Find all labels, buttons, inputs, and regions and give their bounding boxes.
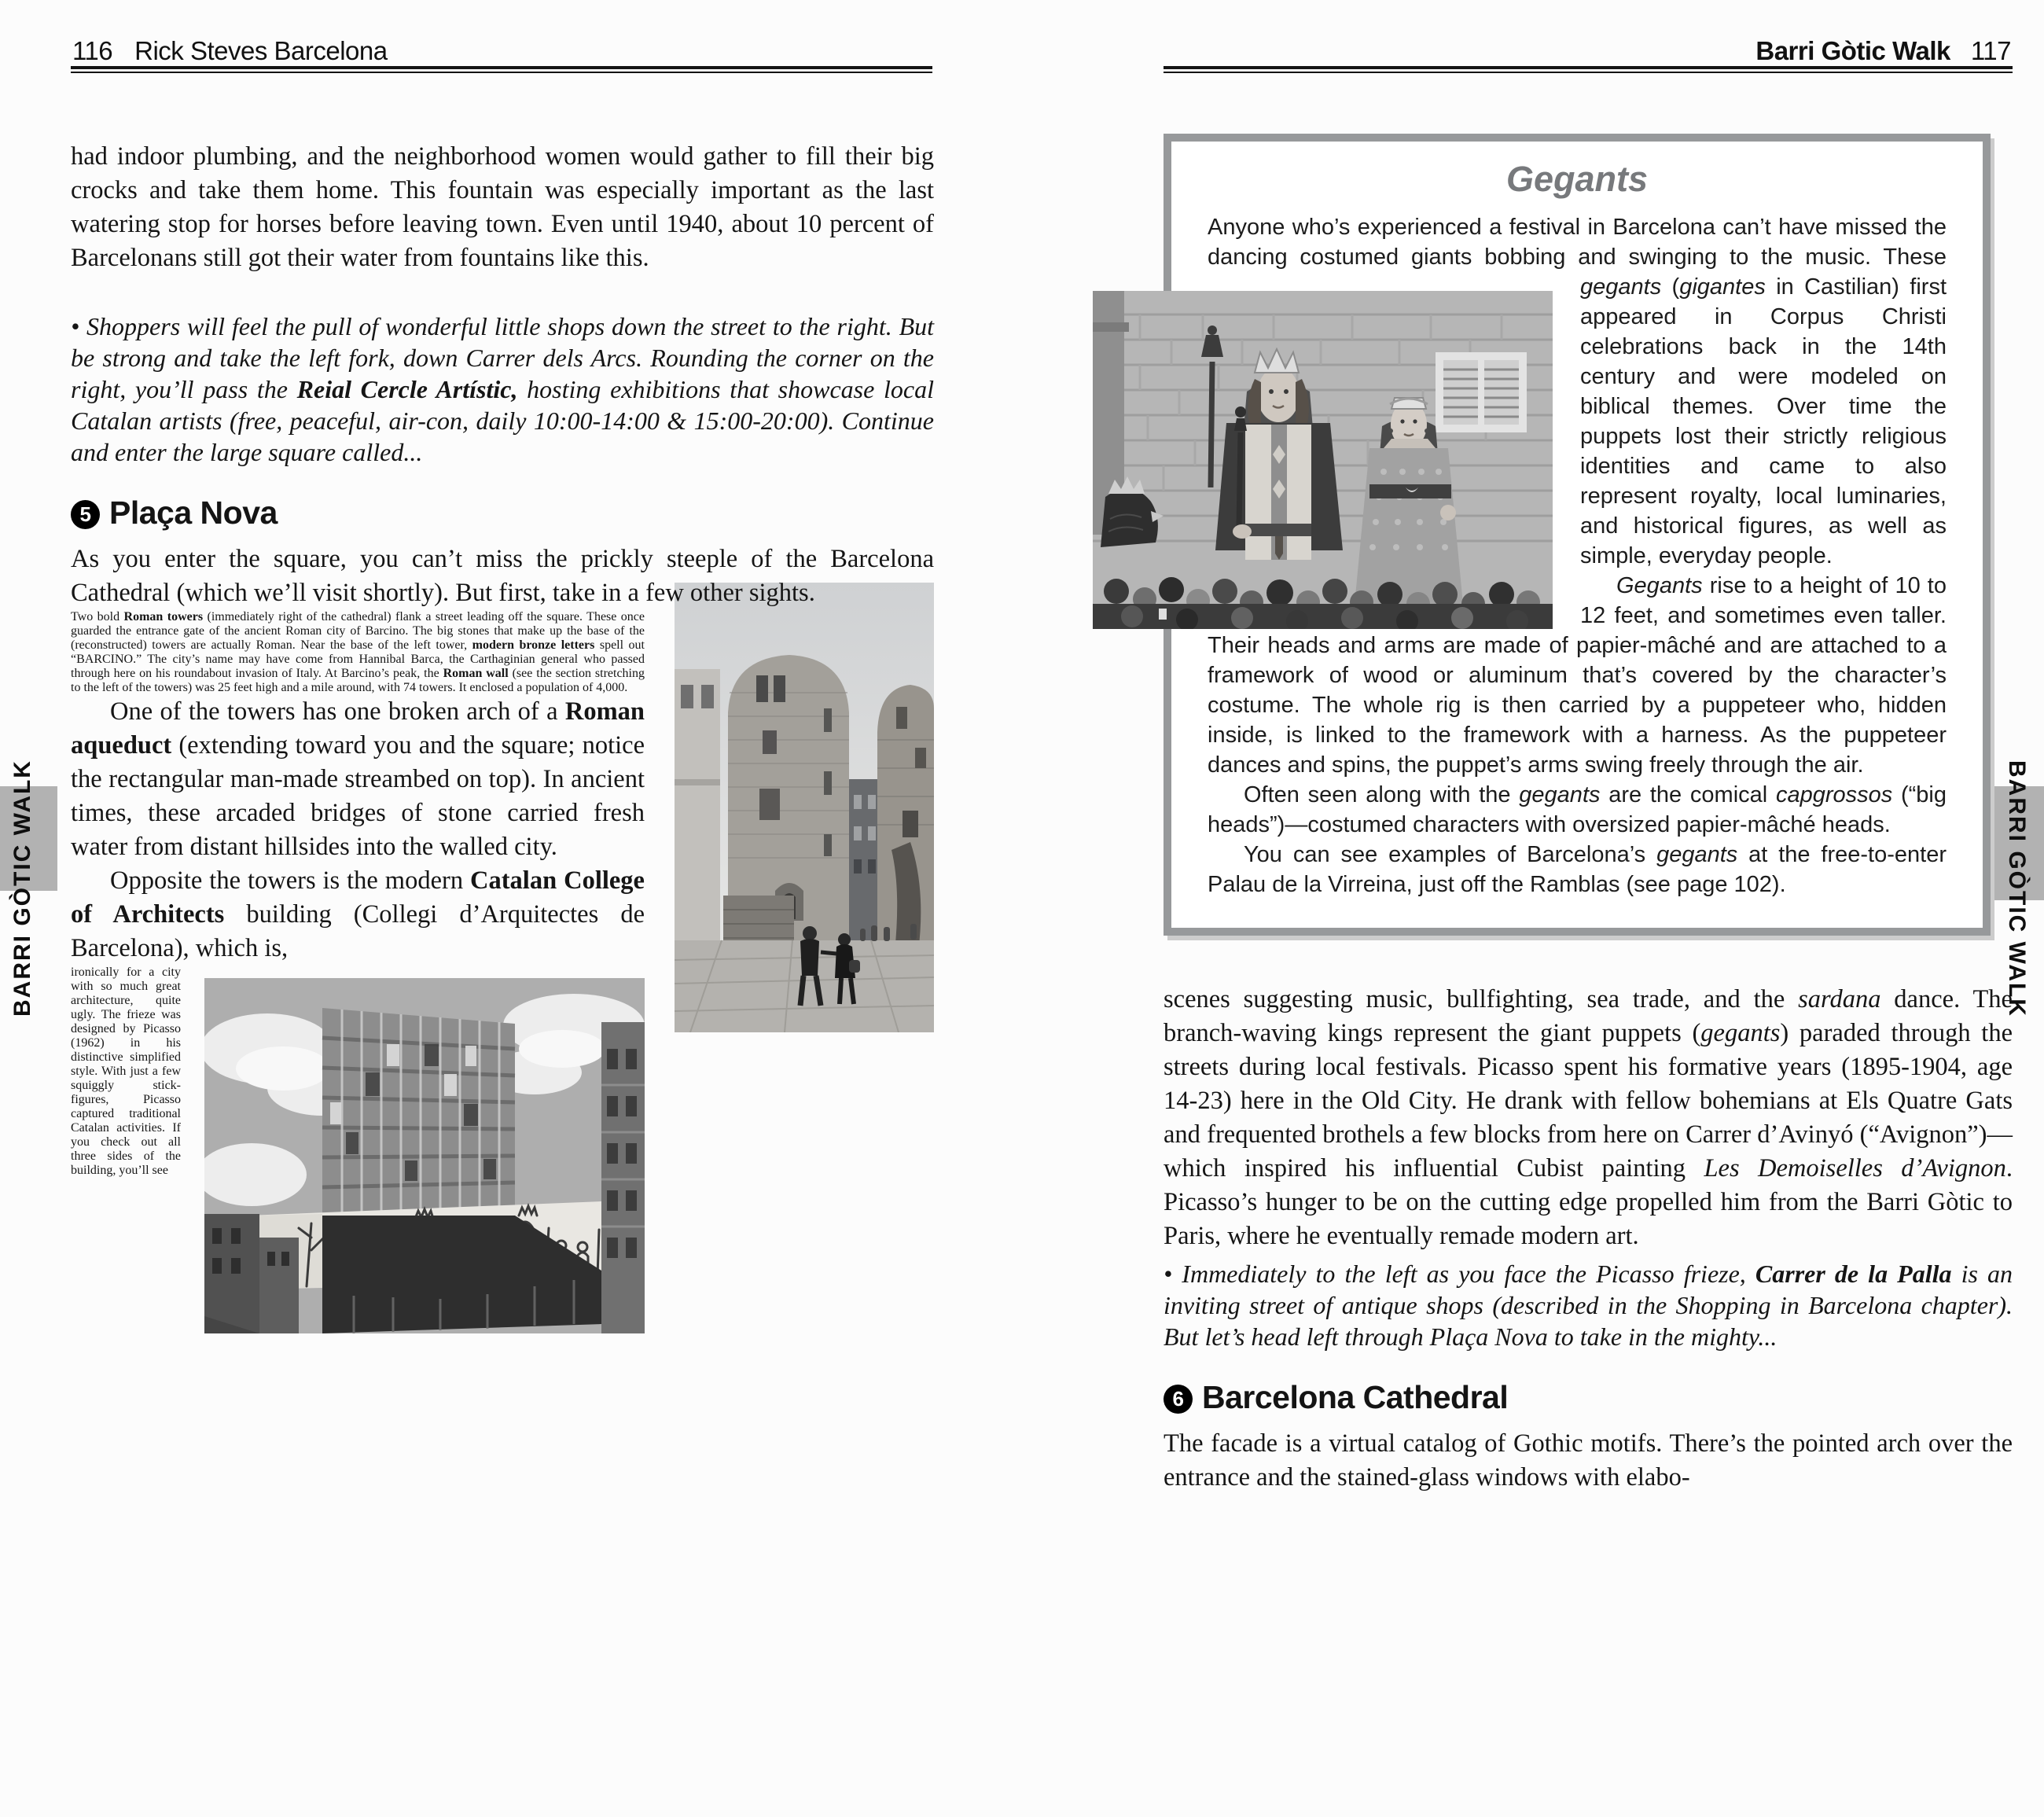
sidebar-paragraph: [1208, 780, 1947, 840]
text-segment: is an inviting street of antique shops (described in the Shopping in Barcelona chapter). But let’s head left through Plaça Nova to take in the mighty...: [1164, 1260, 2013, 1351]
section-heading-placa-nova: [71, 495, 934, 531]
text-segment: Anyone who’s experienced a festival in Barcelona can’t have missed the dancing costumed giants bobbing and swinging to: [1208, 215, 1947, 270]
chapter-title: Barri Gòtic Walk: [1755, 36, 1950, 65]
text-segment: spell out “BARCINO.” The city’s name may have come from Hannibal Barca, the Carthaginian general who passed through here on his roundabout invasion of Italy. At Barcino’s peak, the: [71, 638, 645, 680]
numbered-stop-badge: 6: [1164, 1385, 1193, 1414]
text-segment: Catalan College of Architects: [71, 866, 645, 929]
text-segment: had indoor plumbing, and the neighborhood women would gather to fill their big crocks and take them home. This fountain was especially important as the last watering stop for horses before leaving town. Even until 1940, about 10 percent of Barcelonans still got their water from fountains like this.: [71, 142, 934, 272]
page-number-left: 116: [72, 36, 113, 65]
text-segment: in Castilian) first appeared in Corpus Christi celebrations back in the 14th century and were modeled on biblical themes. Over time the puppets lost their strictly religious identities and came to also represent royalty, local luminaries, and historical figures, as well as simple, everyday people.: [1580, 274, 1947, 568]
text-segment: sardana: [1798, 985, 1881, 1013]
paragraph-text: [71, 312, 934, 466]
text-segment: (immediately right of the cathedral) flank a street leading off the square. These once guarded the entrance gate of the ancient Roman city of Barcino. The big stones that make up the base of the (reconstructed) towers are actually Roman. Near the base of the left tower,: [71, 610, 645, 652]
text-segment: Roman aqueduct: [71, 697, 645, 760]
text-segment: (“big heads”)—costumed characters with oversized papier-mâché heads.: [1208, 782, 1947, 837]
text-segment: Opposite the towers is the modern: [110, 866, 471, 895]
photo-gegants-parade: [1093, 291, 1553, 629]
text-segment: Often seen along with the: [1244, 782, 1520, 807]
text-segment: capgrossos: [1775, 782, 1893, 807]
text-segment: One of the towers has one broken arch of a: [110, 697, 565, 726]
text-segment: •: [71, 312, 87, 340]
section-heading-label: Barcelona Cathedral: [1202, 1379, 1509, 1415]
text-segment: dance. The branch-waving kings represent the giant puppets (: [1164, 985, 2013, 1047]
paragraph-text: [1164, 1429, 2013, 1491]
paragraph-text: [71, 545, 934, 607]
text-segment: at the free-to-enter Palau de la Virreina, just off the Ramblas (see page 102).: [1208, 842, 1947, 897]
text-segment: gegants: [1656, 842, 1738, 867]
tab-label-left: BARRI GÒTIC WALK: [9, 760, 35, 1017]
text-segment: Roman towers: [123, 610, 204, 623]
text-segment: The facade is a virtual catalog of Gothic motifs. There’s the pointed arch over the entrance and the stained-glass windows with elabo-: [1164, 1429, 2013, 1491]
text-segment: scenes suggesting music, bullfighting, sea trade, and the: [1164, 985, 1799, 1013]
paragraph-text: [71, 142, 934, 272]
text-segment: the music. These: [1761, 245, 1947, 270]
text-segment: gigantes: [1679, 274, 1766, 300]
page-right-column: [1164, 134, 2013, 1495]
walk-direction-note: [1164, 1258, 2013, 1352]
text-segment: gegants: [1580, 274, 1662, 300]
text-segment: Immediately to the left as you face the Picasso frieze,: [1182, 1260, 1755, 1288]
paragraph-text: [1208, 782, 1947, 837]
text-segment: Les Demoiselles d’Avignon: [1704, 1154, 2006, 1183]
text-segment: (see the section stretching to the left of the towers) was 25 feet high and a mile around, with 74 towers. It enclosed a population of 4,000.: [71, 667, 645, 694]
header-rule-left: [71, 66, 932, 73]
header-left: [72, 36, 388, 66]
header-right: [1755, 36, 2011, 66]
page-left-column: [71, 140, 934, 1333]
text-segment: ) paraded through the streets during local festivals. Picasso spent his formative years (1895-1904, age 14-23) here in the Old City. He drank with fellow bohemians at Els Quatre Gats and frequented brothels a few blocks from here on Carrer d’Avinyó (“Avignon”)—which inspired his influential Cubist painting: [1164, 1019, 2013, 1183]
text-segment: Shoppers will feel the pull of wonderful little shops down the street to the right. But be strong and take the left fork, down Carrer dels Arcs. Rounding the corner on the right, you’ll pass the: [71, 312, 935, 403]
sidebar-paragraph: [1208, 840, 1947, 899]
text-segment: modern bronze letters: [472, 638, 595, 652]
paragraph-text: [71, 610, 645, 694]
paragraph-text: [1208, 842, 1947, 897]
walk-direction-note: [71, 311, 934, 468]
text-segment: ironically for a city with so much great architecture, quite ugly. The frieze was designed by Picasso (1962) in his distinctive simplified style. With just a few squiggly stick-figures, Picasso captured traditional Catalan activities. If you check out all three sides of the building, you’ll see: [71, 966, 181, 1177]
book-title: Rick Steves Barcelona: [134, 36, 388, 65]
photo-gegants-illustration: [1093, 291, 1553, 629]
text-segment: are the comical: [1600, 782, 1776, 807]
photo-roman-towers: [675, 583, 934, 1032]
text-segment: building (Collegi d’Arquitectes de Barcelona), which is,: [71, 900, 645, 962]
section-heading-label: Plaça Nova: [109, 495, 278, 531]
text-segment: hosting exhibitions that showcase local Catalan artists (free, peaceful, air-con, daily 10:00-14:00 & 15:00-20:00). Continue and enter the large square called...: [71, 375, 935, 466]
text-segment: gegants: [1519, 782, 1601, 807]
tab-label-right: BARRI GÒTIC WALK: [2004, 760, 2030, 1017]
paragraph: [1164, 983, 2013, 1253]
paragraph-text: [71, 866, 645, 962]
paragraph: [71, 140, 934, 275]
text-segment: Roman wall: [443, 667, 509, 680]
text-segment: . Picasso’s hunger to be on the cutting edge propelled him from the Barri Gòtic to Paris, where he eventually remade modern art.: [1164, 1154, 2013, 1250]
text-segment: gegants: [1700, 1019, 1781, 1047]
text-segment: Reial Cercle Artístic,: [296, 375, 518, 403]
text-segment: Two bold: [71, 610, 124, 623]
header-rule-right: [1164, 66, 2013, 73]
section-heading-barcelona-cathedral: [1164, 1379, 2013, 1416]
text-segment: •: [1164, 1260, 1182, 1288]
numbered-stop-badge: 5: [71, 500, 100, 529]
photo-picasso-frieze-building: [204, 978, 645, 1333]
page-number-right: 117: [1970, 36, 2011, 65]
text-segment: As you enter the square, you can’t miss the prickly steeple of the Barcelona Cathedral (which we’ll visit shortly). But first, take in a few other sights.: [71, 545, 934, 607]
text-segment: You can see examples of Barcelona’s: [1244, 842, 1657, 867]
paragraph-text: [71, 697, 645, 861]
text-segment: (: [1661, 274, 1680, 300]
text-segment: (extending toward you and the square; notice the rectangular man-made streambed on top). In ancient times, these arcaded bridges of stone carried fresh water from distant hillsides into the walled city.: [71, 731, 645, 861]
paragraph-text: [1164, 985, 2013, 1250]
paragraph-text: [1580, 245, 1947, 568]
text-segment: Carrer de la Palla: [1755, 1260, 1952, 1288]
text-segment: rise to a height of 10 to 12 feet, and sometimes even taller. Their heads and arms are made of papier-mâché and are attached to a framework of wood or aluminum that’s covered by the character’s costume. The whole rig is then carried by a puppeteer who, hidden inside, is linked to the framework with a harness. As the puppeteer dances and spins, the puppet’s arms swing freely through the air.: [1208, 573, 1947, 778]
paragraph-text: [1164, 1260, 2013, 1351]
photo-picasso-frieze-illustration: [204, 978, 645, 1333]
photo-roman-towers-illustration: [675, 583, 934, 1032]
paragraph-text: [71, 966, 181, 1177]
sidebar-title: Gegants: [1505, 159, 1649, 199]
paragraph: [1164, 1427, 2013, 1495]
text-segment: Gegants: [1616, 573, 1703, 598]
paragraph: [71, 543, 934, 610]
